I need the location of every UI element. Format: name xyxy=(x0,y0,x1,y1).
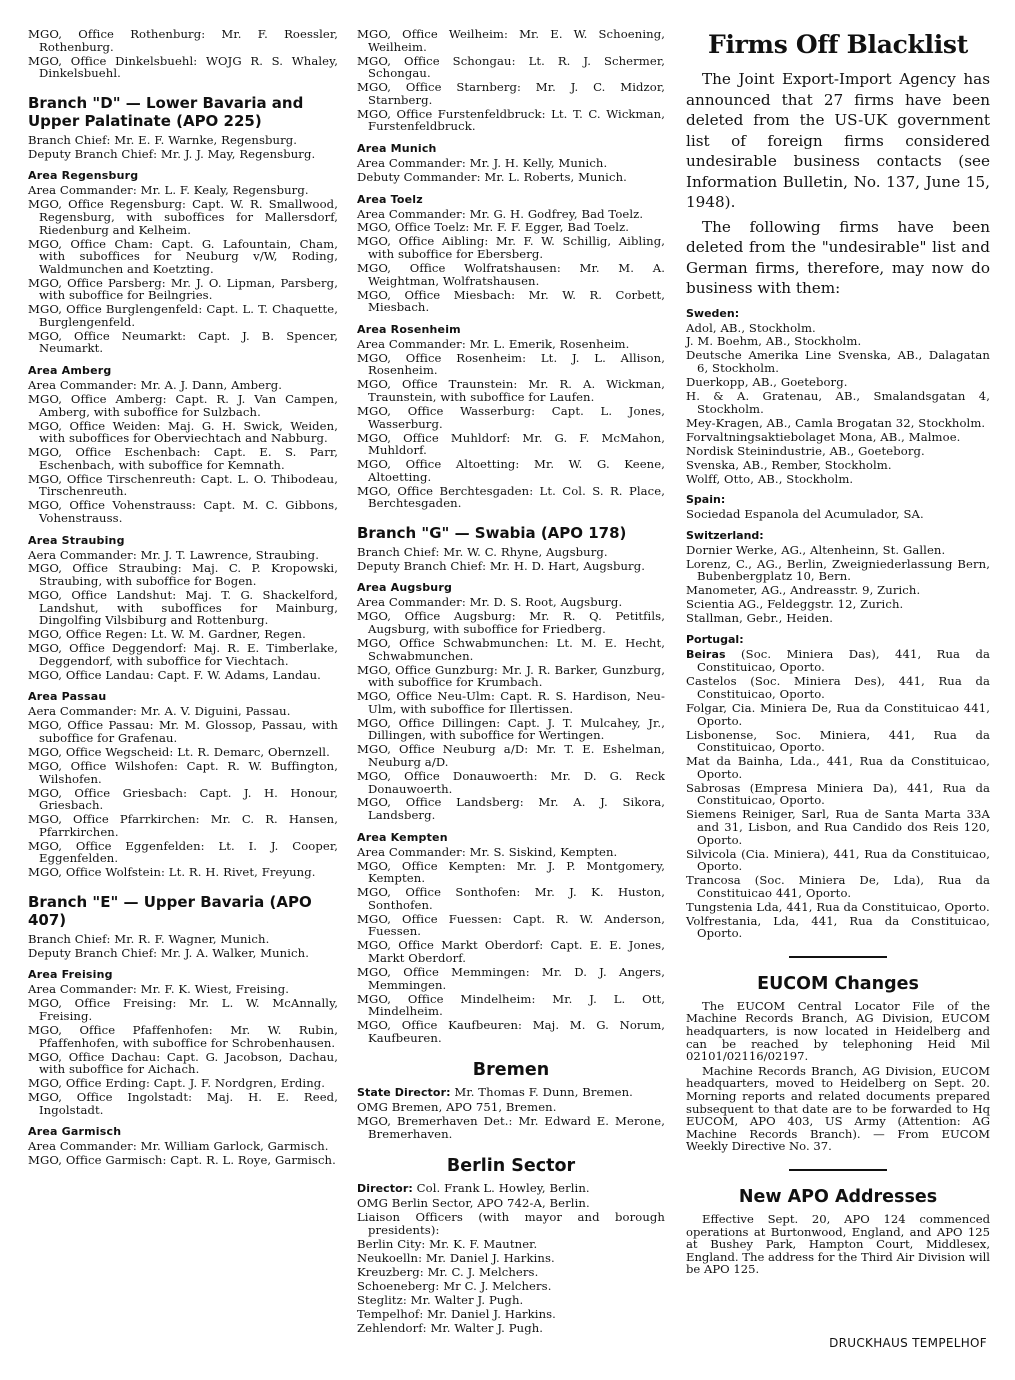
area-regensburg-title: Area Regensburg xyxy=(28,169,139,183)
eucom-paragraph: Machine Records Branch, AG Division, EUCOM headquarters, moved to Heidelberg on Sept. 20. Morning reports and related documents prepared subsequent to that date are to be forwarded to Hq EUCOM, APO 403, US Army (Attention: AG Machine Records Branch). — From EUCOM Weekly Directive No. 37. xyxy=(686,1063,990,1154)
entry: Steglitz: Mr. Walter J. Pugh. xyxy=(357,1292,524,1307)
entry: MGO, Office Rosenheim: Lt. J. L. Allison, Rosenheim. xyxy=(357,350,665,378)
entry: Aera Commander: Mr. J. T. Lawrence, Straubing. xyxy=(28,547,319,562)
column-1 xyxy=(28,28,338,1168)
entry: MGO, Office Eggenfelden: Lt. I. J. Cooper, Eggenfelden. xyxy=(28,838,338,866)
entry: MGO, Office Berchtesgaden: Lt. Col. S. R. Place, Berchtesgaden. xyxy=(357,483,665,511)
entry: Tempelhof: Mr. Daniel J. Harkins. xyxy=(357,1306,556,1321)
entry: MGO, Office Rothenburg: Mr. F. Roessler, Rothenburg. xyxy=(28,27,338,54)
entry: Deputy Branch Chief: Mr. J. J. May, Regensburg. xyxy=(28,146,316,161)
entry: MGO, Office Donauwoerth: Mr. D. G. Reck Donauwoerth. xyxy=(357,768,665,796)
firm-entry: Lisbonense, Soc. Miniera, 441, Rua da Constituicao, Oporto. xyxy=(686,727,990,755)
entry: MGO, Office Aibling: Mr. F. W. Schillig, Aibling, with suboffice for Ebersberg. xyxy=(357,234,665,262)
apo-heading: New APO Addresses xyxy=(738,1186,938,1207)
branch-g-heading: Branch "G" — Swabia (APO 178) xyxy=(357,523,627,542)
entry: MGO, Office Traunstein: Mr. R. A. Wickman, Traunstein, with suboffice for Laufen. xyxy=(357,377,665,404)
area-freising-title: Area Freising xyxy=(28,968,113,982)
entry: Aera Commander: Mr. A. V. Diguini, Passau. xyxy=(28,704,291,719)
entry: MGO, Office Wolfstein: Lt. R. H. Rivet, Freyung. xyxy=(28,865,316,880)
entry: MGO, Office Gunzburg: Mr. J. R. Barker, Gunzburg, with suboffice for Krumbach. xyxy=(357,662,665,690)
bremen-heading: Bremen xyxy=(472,1060,550,1081)
firm-entry: Siemens Reiniger, Sarl, Rua de Santa Marta 33A and 31, Lisbon, and Rua Candido dos Reis 120, Oporto. xyxy=(686,807,990,847)
eucom-heading: EUCOM Changes xyxy=(757,973,919,994)
entry: MGO, Office Furstenfeldbruck: Lt. T. C. Wickman, Furstenfeldbruck. xyxy=(357,106,665,134)
berlin-director xyxy=(357,1182,665,1196)
entry: MGO, Office Sonthofen: Mr. J. K. Huston, Sonthofen. xyxy=(357,885,665,912)
entry: MGO, Office Kempten: Mr. J. P. Montgomery, Kempten. xyxy=(357,858,665,886)
entry: MGO, Office Garmisch: Capt. R. L. Roye, Garmisch. xyxy=(28,1153,336,1168)
country-spain: Spain: xyxy=(686,493,726,507)
bremen-director xyxy=(357,1086,665,1100)
entry: Liaison Officers (with mayor and borough presidents): xyxy=(357,1210,665,1238)
entry: MGO, Office Mindelheim: Mr. J. L. Ott, Mindelheim. xyxy=(357,991,665,1019)
section-divider xyxy=(789,1169,887,1171)
firm-entry: Manometer, AG., Andreasstr. 9, Zurich. xyxy=(686,583,921,598)
entry: Neukoelln: Mr. Daniel J. Harkins. xyxy=(357,1251,555,1265)
entry: MGO, Office Landshut: Maj. T. G. Shackelford, Landshut, with suboffices for Mainburg, Dingolfing Vilsbiburg and Rottenburg. xyxy=(28,588,338,628)
area-amberg-title: Area Amberg xyxy=(28,364,112,378)
entry: MGO, Office Parsberg: Mr. J. O. Lipman, Parsberg, with suboffice for Beilngries. xyxy=(28,275,338,303)
entry: MGO, Office Landau: Capt. F. W. Adams, Landau. xyxy=(28,667,321,682)
firm-entry: Folgar, Cia. Miniera De, Rua da Constituicao 441, Oporto. xyxy=(686,701,990,728)
entry: MGO, Office Straubing: Maj. C. P. Kropowski, Straubing, with suboffice for Bogen. xyxy=(28,561,338,589)
entry: Schoeneberg: Mr C. J. Melchers. xyxy=(357,1278,552,1293)
entry: Area Commander: Mr. J. H. Kelly, Munich. xyxy=(357,155,608,170)
entry: MGO, Office Griesbach: Capt. J. H. Honour, Griesbach. xyxy=(28,785,338,813)
area-straubing-title: Area Straubing xyxy=(28,533,125,547)
country-switzerland: Switzerland: xyxy=(686,528,764,542)
entry: Deputy Branch Chief: Mr. J. A. Walker, Munich. xyxy=(28,945,309,960)
entry: OMG Berlin Sector, APO 742-A, Berlin. xyxy=(357,1196,590,1211)
firm-entry: Scientia AG., Feldeggstr. 12, Zurich. xyxy=(686,597,904,612)
entry: MGO, Office Weiden: Maj. G. H. Swick, Weiden, with suboffices for Oberviechtach and Nabburg. xyxy=(28,418,338,446)
entry: MGO, Office Wilshofen: Capt. R. W. Buffington, Wilshofen. xyxy=(28,758,338,786)
entry: MGO, Office Kaufbeuren: Maj. M. G. Norum, Kaufbeuren. xyxy=(357,1018,665,1045)
entry: MGO, Office Deggendorf: Maj. R. E. Timberlake, Deggendorf, with suboffice for Viechtach. xyxy=(28,641,338,668)
entry: MGO, Office Regensburg: Capt. W. R. Smallwood, Regensburg, with suboffices for Mallersdorf, Riedenburg and Kelheim. xyxy=(28,197,338,237)
entry: Area Commander: Mr. F. K. Wiest, Freising. xyxy=(28,982,290,997)
firm-entry: Deutsche Amerika Line Svenska, AB., Dalagatan 6, Stockholm. xyxy=(686,348,990,376)
entry: MGO, Office Erding: Capt. J. F. Nordgren, Erding. xyxy=(28,1076,326,1091)
entry: Area Commander: Mr. S. Siskind, Kempten. xyxy=(357,844,618,859)
firm-entry xyxy=(686,648,990,674)
firm-entry: Lorenz, C., AG., Berlin, Zweigniederlassung Bern, Bubenbergplatz 10, Bern. xyxy=(686,556,990,584)
firm-entry: Trancosa (Soc. Miniera De, Lda), Rua da Constituicao 441, Oporto. xyxy=(686,873,990,900)
entry: MGO, Bremerhaven Det.: Mr. Edward E. Merone, Bremerhaven. xyxy=(357,1114,665,1141)
entry: MGO, Office Freising: Mr. L. W. McAnnally, Freising. xyxy=(28,996,338,1023)
entry: MGO, Office Dillingen: Capt. J. T. Mulcahey, Jr., Dillingen, with suboffice for Wertingen. xyxy=(357,715,665,743)
entry: Area Commander: Mr. G. H. Godfrey, Bad Toelz. xyxy=(357,206,644,221)
firm-entry: Svenska, AB., Rember, Stockholm. xyxy=(686,457,892,472)
director-label: State Director: xyxy=(357,1086,451,1100)
entry: MGO, Office Fuessen: Capt. R. W. Anderson, Fuessen. xyxy=(357,911,665,939)
director-name: Col. Frank L. Howley, Berlin. xyxy=(412,1181,590,1196)
country-sweden: Sweden: xyxy=(686,306,740,320)
area-garmisch-title: Area Garmisch xyxy=(28,1125,122,1139)
area-munich-title: Area Munich xyxy=(357,141,437,155)
director-label: Director: xyxy=(357,1182,413,1196)
firm-entry: Silvicola (Cia. Miniera), 441, Rua da Constituicao, Oporto. xyxy=(686,846,990,874)
entry: MGO, Office Augsburg: Mr. R. Q. Petitfils, Augsburg, with suboffice for Friedberg. xyxy=(357,609,665,637)
entry: MGO, Office Pfaffenhofen: Mr. W. Rubin, Pfaffenhofen, with suboffice for Schrobenhausen. xyxy=(28,1022,338,1050)
area-rosenheim-title: Area Rosenheim xyxy=(357,322,461,336)
entry: MGO, Office Pfarrkirchen: Mr. C. R. Hansen, Pfarrkirchen. xyxy=(28,812,338,839)
entry: Deputy Branch Chief: Mr. H. D. Hart, Augsburg. xyxy=(357,558,646,573)
branch-d-heading: Branch "D" — Lower Bavaria and Upper Palatinate (APO 225) xyxy=(28,93,304,130)
berlin-heading: Berlin Sector xyxy=(446,1156,576,1177)
firm-entry: H. & A. Gratenau, AB., Smalandsgatan 4, Stockholm. xyxy=(686,389,990,416)
firm-entry: J. M. Boehm, AB., Stockholm. xyxy=(686,334,862,349)
firm-entry: Duerkopp, AB., Goeteborg. xyxy=(686,375,848,390)
entry: MGO, Office Miesbach: Mr. W. R. Corbett, Miesbach. xyxy=(357,287,665,315)
firm-entry: Sabrosas (Empresa Miniera Da), 441, Rua da Constituicao, Oporto. xyxy=(686,780,990,808)
entry: MGO, Office Eschenbach: Capt. E. S. Parr, Eschenbach, with suboffice for Kemnath. xyxy=(28,445,338,472)
entry: MGO, Office Toelz: Mr. F. F. Egger, Bad Toelz. xyxy=(357,220,630,235)
firm-detail: (Soc. Miniera Das), 441, Rua da Constituicao, Oporto. xyxy=(697,646,990,675)
entry: MGO, Office Neuburg a/D: Mr. T. E. Eshelman, Neuburg a/D. xyxy=(357,742,665,769)
entry: MGO, Office Regen: Lt. W. M. Gardner, Regen. xyxy=(28,627,306,642)
entry: MGO, Office Weilheim: Mr. E. W. Schoening, Weilheim. xyxy=(357,27,665,54)
entry: Zehlendorf: Mr. Walter J. Pugh. xyxy=(357,1320,544,1335)
firm-entry: Stallman, Gebr., Heiden. xyxy=(686,611,834,626)
entry: MGO, Office Dachau: Capt. G. Jacobson, Dachau, with suboffice for Aichach. xyxy=(28,1049,338,1077)
entry: OMG Bremen, APO 751, Bremen. xyxy=(357,1100,557,1115)
firm-entry: Wolff, Otto, AB., Stockholm. xyxy=(686,471,854,486)
entry: MGO, Office Neumarkt: Capt. J. B. Spencer, Neumarkt. xyxy=(28,328,338,356)
entry: Branch Chief: Mr. E. F. Warnke, Regensburg. xyxy=(28,132,298,147)
entry: Branch Chief: Mr. W. C. Rhyne, Augsburg. xyxy=(357,544,608,559)
entry: MGO, Office Wasserburg: Capt. L. Jones, Wasserburg. xyxy=(357,403,665,431)
entry: MGO, Office Tirschenreuth: Capt. L. O. Thibodeau, Tirschenreuth. xyxy=(28,471,338,499)
entry: MGO, Office Passau: Mr. M. Glossop, Passau, with suboffice for Grafenau. xyxy=(28,718,338,745)
apo-paragraph: Effective Sept. 20, APO 124 commenced operations at Burtonwood, England, and APO 125 at Bushey Park, Hampton Court, Middlesex, England. The address for the Third Air Division will be APO 125. xyxy=(686,1211,990,1277)
column-3 xyxy=(686,28,990,1278)
area-passau-title: Area Passau xyxy=(28,690,107,704)
entry: MGO, Office Vohenstrauss: Capt. M. C. Gibbons, Vohenstrauss. xyxy=(28,498,338,525)
entry: MGO, Office Altoetting: Mr. W. G. Keene, Altoetting. xyxy=(357,457,665,484)
entry: MGO, Office Schwabmunchen: Lt. M. E. Hecht, Schwabmunchen. xyxy=(357,636,665,663)
country-portugal: Portugal: xyxy=(686,632,744,646)
entry: Area Commander: Mr. D. S. Root, Augsburg. xyxy=(357,595,623,610)
entry: MGO, Office Cham: Capt. G. Lafountain, Cham, with suboffices for Neuburg v/W, Roding, Waldmunchen and Koetzting. xyxy=(28,236,338,276)
printer-imprint: DRUCKHAUS TEMPELHOF xyxy=(829,1336,987,1350)
entry: MGO, Office Amberg: Capt. R. J. Van Campen, Amberg, with suboffice for Sulzbach. xyxy=(28,392,338,419)
area-augsburg-title: Area Augsburg xyxy=(357,581,453,595)
entry: MGO, Office Starnberg: Mr. J. C. Midzor, Starnberg. xyxy=(357,80,665,107)
firm-entry: Nordisk Steinindustrie, AB., Goeteborg. xyxy=(686,443,925,458)
entry: Area Commander: Mr. William Garlock, Garmisch. xyxy=(28,1139,329,1154)
column-2 xyxy=(357,28,665,1336)
firm-name-bold: Beiras xyxy=(686,647,726,661)
entry: Branch Chief: Mr. R. F. Wagner, Munich. xyxy=(28,931,270,946)
firm-entry: Adol, AB., Stockholm. xyxy=(686,320,816,335)
entry: Area Commander: Mr. L. Emerik, Rosenheim. xyxy=(357,336,630,351)
firm-entry: Mey-Kragen, AB., Camla Brogatan 32, Stockholm. xyxy=(686,415,986,430)
firm-entry: Forvaltningsaktiebolaget Mona, AB., Malmoe. xyxy=(686,429,961,444)
entry: MGO, Office Dinkelsbuehl: WOJG R. S. Whaley, Dinkelsbuehl. xyxy=(28,53,338,81)
firm-entry: Dornier Werke, AG., Altenheinn, St. Gallen. xyxy=(686,542,946,557)
area-kempten-title: Area Kempten xyxy=(357,830,448,844)
eucom-paragraph: The EUCOM Central Locator File of the Machine Records Branch, AG Division, EUCOM headquarters, is now located in Heidelberg and can be reached by telephoning Heid Mil 02101/02116/02197. xyxy=(686,998,990,1064)
entry: MGO, Office Neu-Ulm: Capt. R. S. Hardison, Neu-Ulm, with suboffice for Illertissen. xyxy=(357,689,665,716)
area-toelz-title: Area Toelz xyxy=(357,192,423,206)
entry: Debuty Commander: Mr. L. Roberts, Munich. xyxy=(357,169,627,184)
entry: Kreuzberg: Mr. C. J. Melchers. xyxy=(357,1264,539,1279)
entry: MGO, Office Burglengenfeld: Capt. L. T. Chaquette, Burglengenfeld. xyxy=(28,302,338,329)
entry: MGO, Office Wegscheid: Lt. R. Demarc, Obernzell. xyxy=(28,744,330,759)
intro-paragraph: The following firms have been deleted from the "undesirable" list and German firms, therefore, may now do business with them: xyxy=(686,217,990,297)
entry: MGO, Office Muhldorf: Mr. G. F. McMahon, Muhldorf. xyxy=(357,430,665,458)
entry: Area Commander: Mr. A. J. Dann, Amberg. xyxy=(28,378,283,393)
entry: Berlin City: Mr. K. F. Mautner. xyxy=(357,1237,538,1252)
firm-entry: Tungstenia Lda, 441, Rua da Constituicao, Oporto. xyxy=(686,899,990,914)
firm-entry: Sociedad Espanola del Acumulador, SA. xyxy=(686,507,924,522)
entry: Area Commander: Mr. L. F. Kealy, Regensburg. xyxy=(28,183,309,198)
firm-entry: Volfrestania, Lda, 441, Rua da Constituicao, Oporto. xyxy=(686,913,990,941)
branch-e-heading: Branch "E" — Upper Bavaria (APO 407) xyxy=(28,892,312,929)
director-name: Mr. Thomas F. Dunn, Bremen. xyxy=(450,1085,633,1100)
intro-paragraph: The Joint Export-Import Agency has announced that 27 firms have been deleted from the US-UK government list of foreign firms considered undesirable business contacts (see Information Bulletin, No. 137, June 15, 1948). xyxy=(686,70,990,211)
entry: MGO, Office Ingolstadt: Maj. H. E. Reed, Ingolstadt. xyxy=(28,1090,338,1117)
firm-entry: Castelos (Soc. Miniera Des), 441, Rua da Constituicao, Oporto. xyxy=(686,674,990,702)
entry: MGO, Office Markt Oberdorf: Capt. E. E. Jones, Markt Oberdorf. xyxy=(357,938,665,965)
entry: MGO, Office Wolfratshausen: Mr. M. A. Weightman, Wolfratshausen. xyxy=(357,261,665,288)
firm-entry: Mat da Bainha, Lda., 441, Rua da Constituicao, Oporto. xyxy=(686,754,990,781)
entry: MGO, Office Landsberg: Mr. A. J. Sikora, Landsberg. xyxy=(357,795,665,823)
entry: MGO, Office Memmingen: Mr. D. J. Angers, Memmingen. xyxy=(357,964,665,992)
blacklist-title: Firms Off Blacklist xyxy=(708,30,968,59)
section-divider xyxy=(789,956,887,958)
entry: MGO, Office Schongau: Lt. R. J. Schermer, Schongau. xyxy=(357,53,665,81)
